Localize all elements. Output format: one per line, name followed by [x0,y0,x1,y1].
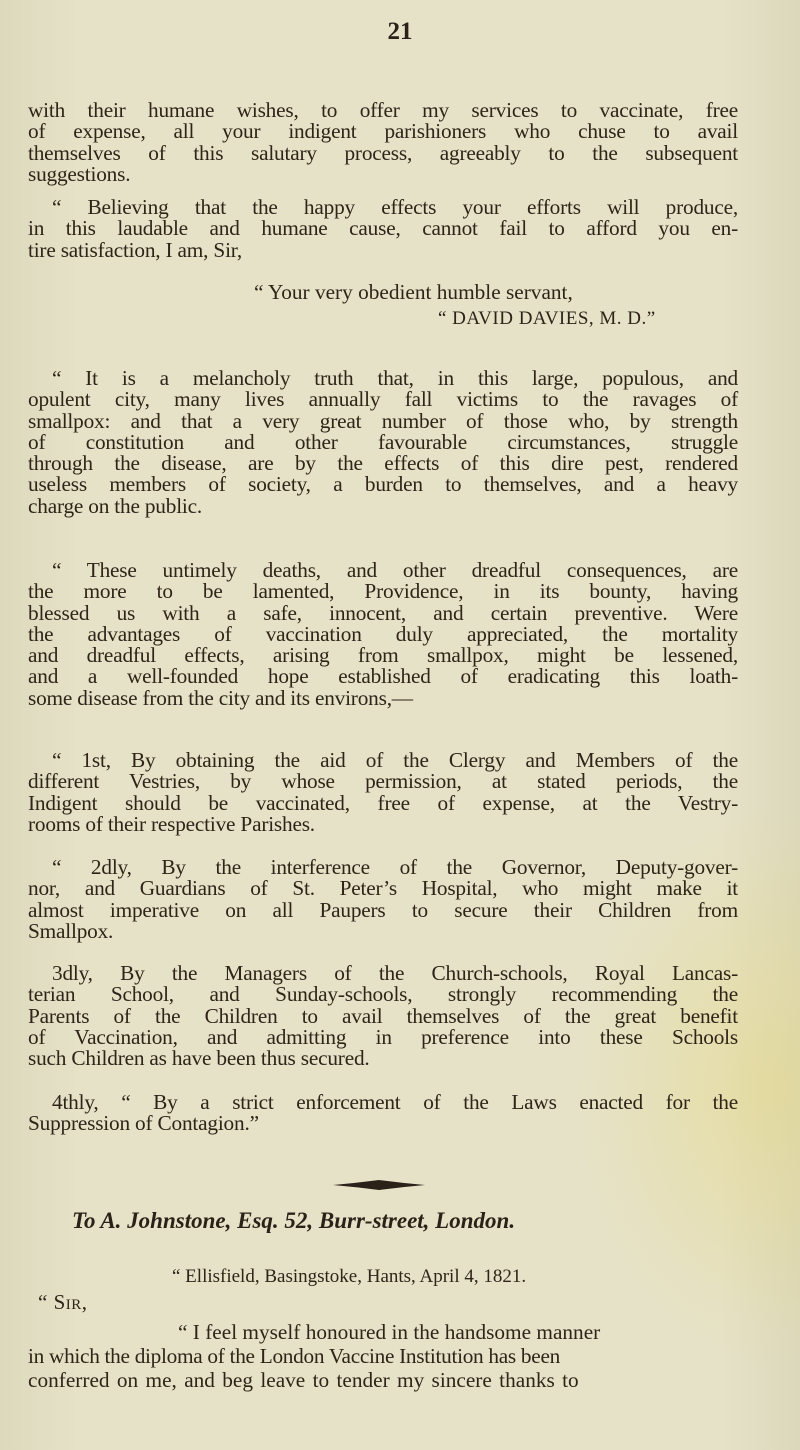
text-line: Indigent should be vaccinated, free of expense, at the Vestry- [28,790,738,815]
closing-line: “ Your very obedient humble servant, [254,280,573,304]
dateline: “ Ellisfield, Basingstoke, Hants, April 4, 1821. [172,1266,527,1287]
signature: “ DAVID DAVIES, M. D.” [438,308,656,329]
text-line: rooms of their respective Parishes. [28,811,315,836]
text-line: of Vaccination, and admitting in preference into these Schools [28,1024,738,1049]
page-number: 21 [387,18,413,45]
text-line: charge on the public. [28,493,203,518]
text-line: “ It is a melancholy truth that, in this large, populous, and [52,366,738,390]
text-line: themselves of this salutary process, agreeably to the subsequent [28,140,738,165]
text-line: the more to be lamented, Providence, in its bounty, having [28,579,738,604]
text-line: 3dly, By the Managers of the Church-schools, Royal Lancas- [52,961,738,985]
paragraph-6 [28,857,738,942]
text-line: some disease from the city and its environs,— [28,685,413,710]
text-line: opulent city, many lives annually fall victims to the ravages of [28,387,738,412]
text-line: “ 1st, By obtaining the aid of the Clergy and Members of the [52,748,738,772]
text-line: the advantages of vaccination duly appreciated, the mortality [28,621,738,646]
text-line: through the disease, are by the effects of this dire pest, rendered [28,451,738,476]
paragraph-2 [28,197,738,261]
text-line: almost imperative on all Paupers to secure their Children from [28,897,738,922]
text-line: of expense, all your indigent parishioners who chuse to avail [28,119,738,144]
paragraph-7 [28,963,738,1069]
text-line: smallpox: and that a very great number of those who, by strength [28,408,738,433]
paragraph-3 [28,368,738,517]
text-line: suggestions. [28,161,131,186]
text-line: “ These untimely deaths, and other dreadful consequences, are [52,558,738,582]
address-heading: To A. Johnstone, Esq. 52, Burr-street, London. [72,1208,516,1233]
text-line: nor, and Guardians of St. Peter’s Hospital, who might make it [28,876,738,901]
text-line: 4thly, “ By a strict enforcement of the Laws enacted for the [52,1090,738,1114]
text-line: Parents of the Children to avail themselves of the great benefit [28,1003,738,1028]
text-line: of constitution and other favourable circumstances, struggle [28,429,738,454]
text-line: Smallpox. [28,918,114,943]
ornamental-rule-icon [333,1180,425,1190]
salutation: “ Sir, [38,1290,88,1314]
paragraph-5 [28,750,738,835]
text-line: and dreadful effects, arising from smallpox, might be lessened, [28,643,738,668]
text-line: useless members of society, a burden to themselves, and a heavy [28,472,738,497]
text-line: terian School, and Sunday-schools, strongly recommending the [28,982,738,1007]
letter-line: “ I feel myself honoured in the handsome manner [178,1320,601,1344]
letter-line: in which the diploma of the London Vaccine Institution has been [28,1344,560,1368]
text-line: Suppression of Contagion.” [28,1111,259,1136]
text-line: and a well-founded hope established of eradicating this loath- [28,664,738,689]
text-line: with their humane wishes, to offer my services to vaccinate, free [28,98,738,122]
paragraph-1 [28,100,738,185]
paragraph-4 [28,560,738,709]
text-line: blessed us with a safe, innocent, and certain preventive. Were [28,600,738,625]
text-line: tire satisfaction, I am, Sir, [28,237,242,262]
text-line: different Vestries, by whose permission, at stated periods, the [28,769,738,794]
letter-line: conferred on me, and beg leave to tender my sincere thanks to [28,1368,579,1392]
text-line: such Children as have been thus secured. [28,1046,370,1071]
text-line: “ Believing that the happy effects your efforts will produce, [52,195,738,219]
text-line: in this laudable and humane cause, cannot fail to afford you en- [28,216,738,241]
text-line: “ 2dly, By the interference of the Governor, Deputy-gover- [52,855,738,879]
paragraph-8 [28,1092,738,1135]
